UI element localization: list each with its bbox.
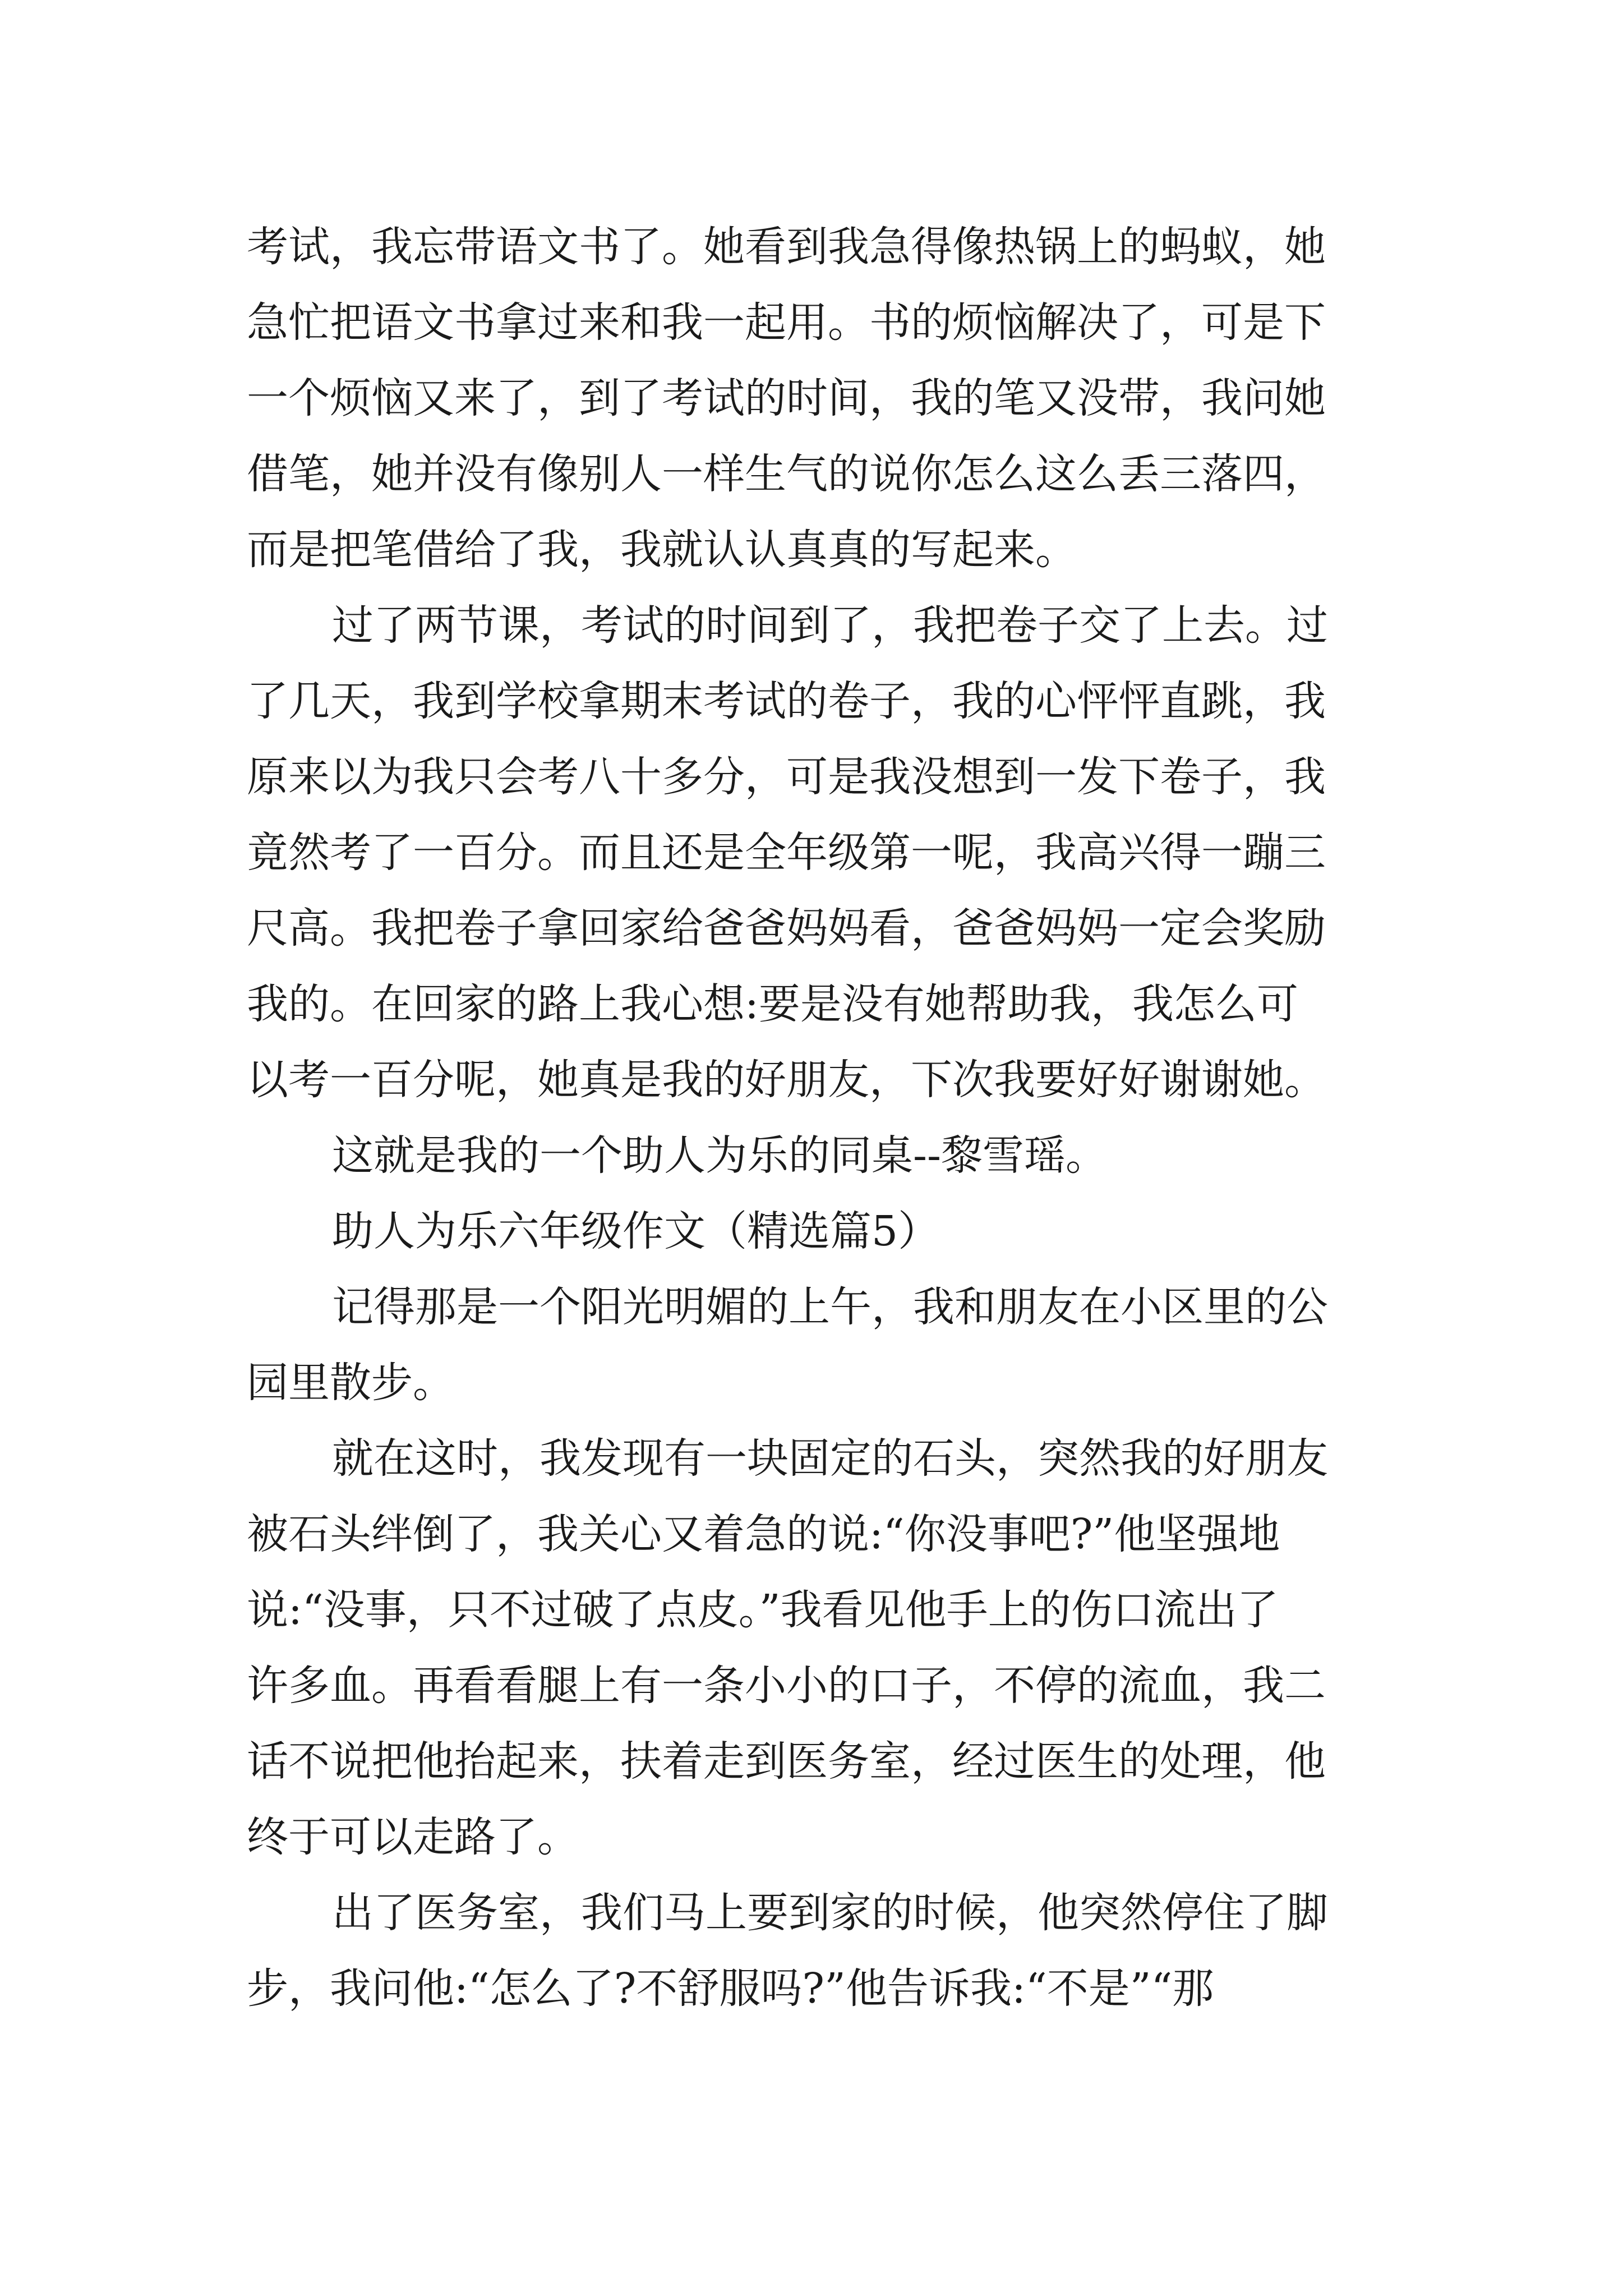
- text-line-24: 步，我问他:“怎么了?不舒服吗?”他告诉我:“不是”“那: [247, 1964, 1214, 2013]
- text-line-4: 借笔，她并没有像别人一样生气的说你怎么这么丢三落四，: [247, 450, 1326, 498]
- text-line-15: 记得那是一个阳光明媚的上午，我和朋友在小区里的公: [332, 1283, 1328, 1331]
- text-line-3: 一个烦恼又来了，到了考试的时间，我的笔又没带，我问她: [247, 374, 1326, 422]
- text-line-2: 急忙把语文书拿过来和我一起用。书的烦恼解决了，可是下: [247, 298, 1326, 347]
- text-line-6: 过了两节课，考试的时间到了，我把卷子交了上去。过: [332, 601, 1328, 650]
- text-line-21: 话不说把他抬起来，扶着走到医务室，经过医生的处理，他: [247, 1737, 1326, 1786]
- text-line-8: 原来以为我只会考八十多分，可是我没想到一发下卷子，我: [247, 753, 1326, 801]
- text-line-5: 而是把笔借给了我，我就认认真真的写起来。: [247, 526, 1077, 574]
- text-line-20: 许多血。再看看腿上有一条小小的口子，不停的流血，我二: [247, 1662, 1326, 1710]
- text-line-10: 尺高。我把卷子拿回家给爸爸妈妈看，爸爸妈妈一定会奖励: [247, 904, 1326, 953]
- text-line-1: 考试，我忘带语文书了。她看到我急得像热锅上的蚂蚁，她: [247, 223, 1326, 271]
- text-line-12: 以考一百分呢，她真是我的好朋友，下次我要好好谢谢她。: [247, 1056, 1326, 1104]
- text-line-22: 终于可以走路了。: [247, 1813, 579, 1861]
- text-line-18: 被石头绊倒了，我关心又着急的说:“你没事吧?”他坚强地: [247, 1510, 1280, 1558]
- text-line-17: 就在这时，我发现有一块固定的石头，突然我的好朋友: [332, 1434, 1328, 1483]
- text-line-9: 竟然考了一百分。而且还是全年级第一呢，我高兴得一蹦三: [247, 829, 1326, 877]
- text-line-13: 这就是我的一个助人为乐的同桌--黎雪瑶。: [332, 1131, 1108, 1180]
- text-line-11: 我的。在回家的路上我心想:要是没有她帮助我，我怎么可: [247, 980, 1298, 1028]
- text-line-16: 园里散步。: [247, 1359, 454, 1407]
- text-line-23: 出了医务室，我们马上要到家的时候，他突然停住了脚: [332, 1889, 1328, 1937]
- text-line-7: 了几天，我到学校拿期末考试的卷子，我的心怦怦直跳，我: [247, 677, 1326, 725]
- section-heading: 助人为乐六年级作文（精选篇5）: [332, 1207, 940, 1255]
- text-line-19: 说:“没事，只不过破了点皮。”我看见他手上的伤口流出了: [247, 1586, 1279, 1634]
